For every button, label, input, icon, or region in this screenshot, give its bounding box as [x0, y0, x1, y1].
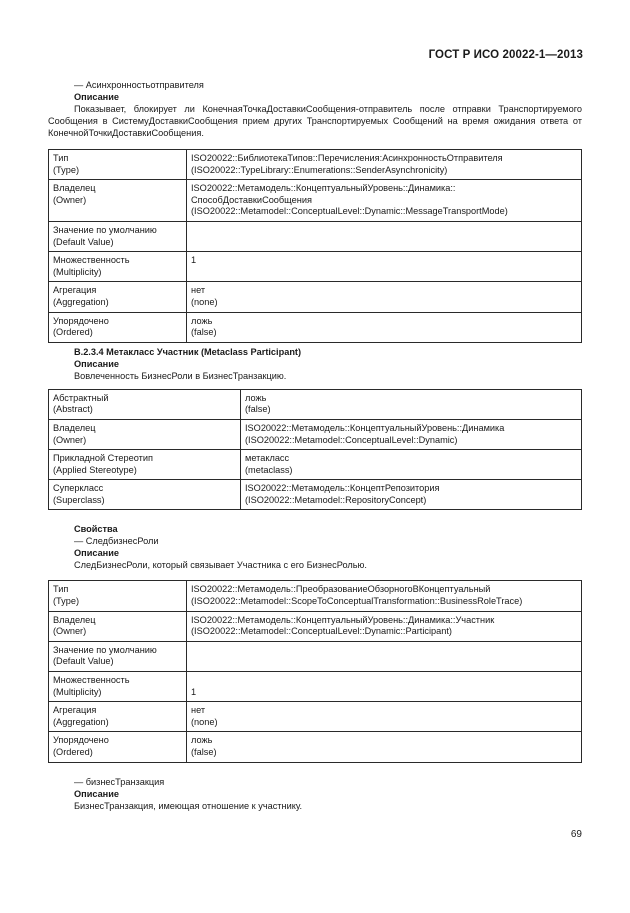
table-row [49, 611, 582, 641]
table-row [49, 450, 582, 480]
table-row [49, 150, 582, 180]
property-value-line: ISO20022::Метамодель::КонцептРепозитория [245, 483, 440, 494]
table-row [49, 180, 582, 222]
property-name-cell [49, 702, 187, 732]
property-value-line: (none) [191, 716, 218, 727]
table-row [49, 672, 582, 702]
property-value-cell [187, 150, 582, 180]
property-value-line: метакласс [245, 453, 290, 464]
table-row [49, 282, 582, 312]
property-value-line: (ISO20022::Metamodel::ScopeToConceptualTransformation::BusinessRoleTrace) [191, 596, 523, 607]
property-name-en: (Type) [53, 596, 80, 607]
property-name: Суперкласс [53, 483, 104, 494]
property-value-cell [187, 581, 582, 611]
property-value-line: нет [191, 285, 206, 296]
property-value-line: (none) [191, 296, 218, 307]
property-name-en: (Owner) [53, 434, 87, 445]
property-value-line: ISO20022::Метамодель::КонцептуальныйУровень::Динамика::Участник [191, 614, 495, 625]
page-number: 69 [570, 829, 582, 840]
property-name-cell [49, 732, 187, 762]
property-name-cell [49, 581, 187, 611]
property-name-cell [49, 150, 187, 180]
property-value-line: ISO20022::БиблиотекаТипов::Перечисления:АсинхронностьОтправителя [191, 153, 503, 163]
property-value-line: ISO20022::Метамодель::ПреобразованиеОбзорногоВКонцептуальный [191, 584, 491, 595]
property-item: — СледбизнесРоли [74, 536, 159, 547]
property-name: Упорядочено [53, 735, 109, 746]
property-name-en: (Owner) [53, 626, 87, 637]
description-label: Описание [74, 358, 119, 369]
table-row [49, 480, 582, 510]
property-name-en: (Owner) [53, 194, 87, 205]
property-value-line: СпособДоставкиСообщения [191, 194, 312, 205]
property-value-cell [187, 702, 582, 732]
properties-label: Свойства [74, 524, 118, 535]
property-item: — Асинхронностьотправителя [74, 80, 204, 90]
property-value-cell [187, 672, 582, 702]
description-label: Описание [74, 92, 119, 102]
property-value-line: (ISO20022::Metamodel::ConceptualLevel::Dynamic::MessageTransportMode) [191, 206, 508, 217]
property-value-cell [187, 641, 582, 671]
description-text: БизнесТранзакция, имеющая отношение к участнику. [74, 800, 303, 811]
property-name: Прикладной Стереотип [53, 453, 153, 464]
property-name-en: (Abstract) [53, 404, 93, 415]
property-name-en: (Default Value) [53, 656, 114, 667]
property-name-en: (Superclass) [53, 494, 105, 505]
description-label: Описание [74, 548, 119, 559]
property-value-cell [187, 252, 582, 282]
property-name-cell [49, 672, 187, 702]
property-name: Владелец [53, 422, 96, 433]
property-value-line: нет [191, 705, 206, 716]
table-row [49, 252, 582, 282]
table-row [49, 641, 582, 671]
property-value-cell [187, 732, 582, 762]
property-name-en: (Type) [53, 164, 80, 175]
property-value-cell [241, 389, 582, 419]
property-value-cell [187, 312, 582, 342]
property-value-cell [187, 282, 582, 312]
property-name-cell [49, 252, 187, 282]
property-name: Агрегация [53, 705, 97, 716]
property-value-line: ложь [191, 315, 213, 326]
property-name: Тип [53, 153, 69, 163]
description-text: Вовлеченность БизнесРоли в БизнесТранзакцию. [74, 370, 287, 381]
property-name-cell [49, 419, 241, 449]
property-value-line [191, 675, 577, 687]
property-value-line: (ISO20022::Metamodel::ConceptualLevel::Dynamic) [245, 434, 458, 445]
property-name-cell [49, 389, 241, 419]
property-value-line: (metaclass) [245, 464, 293, 475]
property-name-cell [49, 312, 187, 342]
property-name-en: (Ordered) [53, 327, 93, 338]
property-name: Владелец [53, 183, 96, 194]
property-name: Агрегация [53, 285, 97, 296]
property-value-line: (false) [245, 404, 271, 415]
table-row [49, 312, 582, 342]
property-value-line: ISO20022::Метамодель::КонцептуальныйУровень::Динамика:: [191, 183, 456, 194]
property-name-en: (Default Value) [53, 236, 114, 247]
property-value-line: ложь [191, 735, 213, 746]
table-row [49, 732, 582, 762]
property-name-en: (Ordered) [53, 747, 93, 757]
description-text: СледБизнесРоли, который связывает Участника с его БизнесРолью. [74, 560, 367, 571]
property-table-participant [48, 389, 582, 511]
property-name-cell [49, 611, 187, 641]
table-row [49, 581, 582, 611]
table-row [49, 389, 582, 419]
property-value-line: (false) [191, 747, 217, 757]
property-value-cell [187, 611, 582, 641]
property-name-en: (Applied Stereotype) [53, 464, 137, 475]
property-value-cell [187, 221, 582, 251]
property-name: Множественность [53, 255, 130, 266]
property-name: Тип [53, 584, 69, 595]
property-name-cell [49, 480, 241, 510]
page-content [48, 79, 582, 812]
property-table-sender-asynchronicity [48, 149, 582, 343]
property-name: Значение по умолчанию [53, 644, 157, 655]
section-heading: В.2.3.4 Метакласс Участник (Metaclass Participant) [74, 346, 302, 357]
property-name: Упорядочено [53, 315, 109, 326]
property-table-business-role-trace [48, 580, 582, 762]
property-name-cell [49, 641, 187, 671]
property-value-cell [241, 480, 582, 510]
table-row [49, 419, 582, 449]
table-row [49, 702, 582, 732]
property-value-cell [187, 180, 582, 222]
property-name-cell [49, 180, 187, 222]
property-name-en: (Multiplicity) [53, 686, 102, 697]
property-name: Абстрактный [53, 392, 109, 403]
property-value-line: (false) [191, 327, 217, 338]
property-value-line: 1 [191, 255, 197, 266]
property-name-en: (Aggregation) [53, 716, 109, 727]
property-value-line: (ISO20022::Metamodel::RepositoryConcept) [245, 494, 427, 505]
property-value-line: 1 [191, 686, 197, 697]
property-value-cell [241, 419, 582, 449]
property-value-line: ложь [245, 392, 267, 403]
property-name-en: (Aggregation) [53, 296, 109, 307]
property-item: — бизнесТранзакция [74, 776, 165, 787]
table-row [49, 221, 582, 251]
property-value-line: (ISO20022::TypeLibrary::Enumerations::SenderAsynchronicity) [191, 164, 448, 175]
document-id: ГОСТ Р ИСО 20022-1—2013 [428, 49, 583, 61]
property-name-cell [49, 450, 241, 480]
property-name: Множественность [53, 675, 130, 686]
description-label: Описание [74, 788, 119, 799]
property-value-cell [241, 450, 582, 480]
property-name: Владелец [53, 614, 96, 625]
property-value-line: (ISO20022::Metamodel::ConceptualLevel::Dynamic::Participant) [191, 626, 452, 637]
property-value-line: ISO20022::Метамодель::КонцептуальныйУровень::Динамика [245, 422, 505, 433]
property-name-cell [49, 221, 187, 251]
property-name: Значение по умолчанию [53, 224, 157, 235]
description-text: Показывает, блокирует ли КонечнаяТочкаДоставкиСообщения-отправитель после отправки Транспортируемого Сообщения в СистемуДоставкиСообщения прием других Транспортируемых Сообщений на время ожидания ответа от КонечнойТочкиДоставкиСообщения. [48, 104, 582, 138]
property-name-en: (Multiplicity) [53, 266, 102, 277]
property-name-cell [49, 282, 187, 312]
